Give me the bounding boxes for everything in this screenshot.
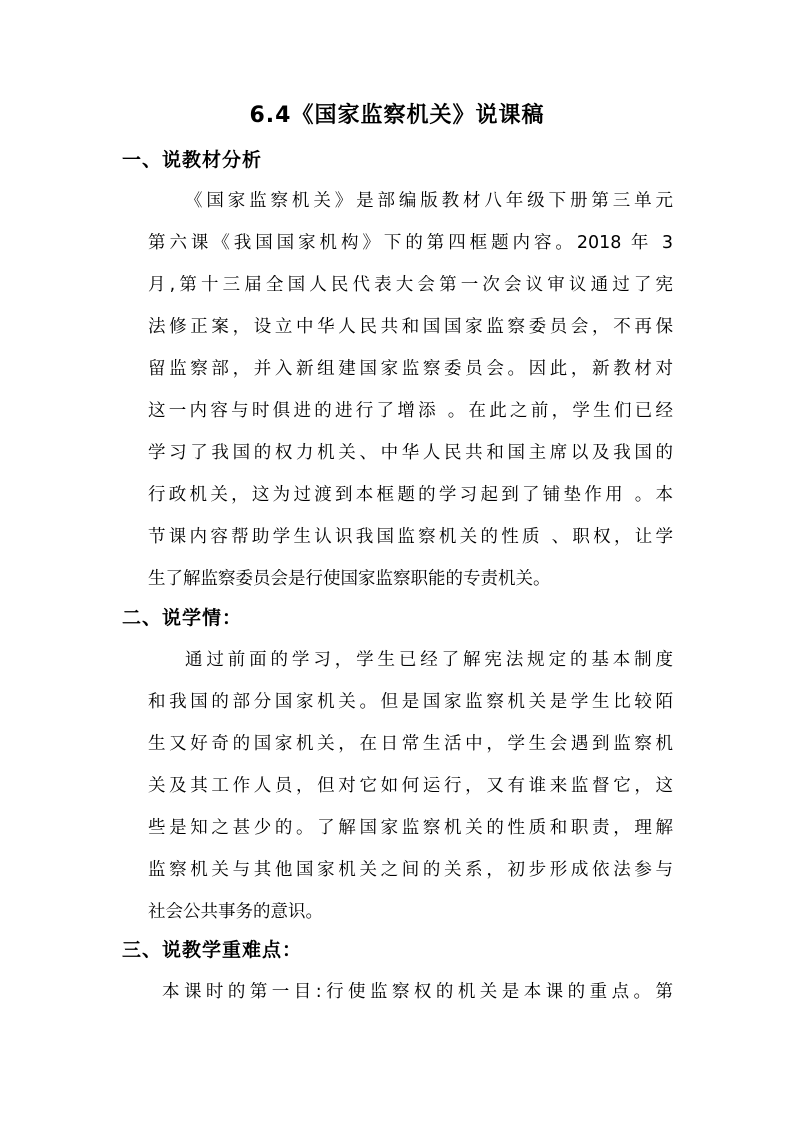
paragraph-line: 月,第十三届全国人民代表大会第一次会议审议通过了宪	[148, 275, 673, 295]
paragraph-line: 监察机关与其他国家机关之间的关系，初步形成依法参与	[148, 860, 673, 880]
paragraph-line: 些是知之甚少的。了解国家监察机关的性质和职责，理解	[148, 818, 673, 838]
paragraph-line: 行政机关，这为过渡到本框题的学习起到了铺垫作用 。本	[148, 485, 673, 505]
section-heading-3: 三、说教学重难点：	[122, 939, 303, 961]
paragraph-line: 关及其工作人员，但对它如何运行，又有谁来监督它，这	[148, 776, 673, 796]
paragraph-line: 第六课《我国国家机构》下的第四框题内容。2018 年 3	[148, 233, 673, 253]
paragraph-line: 留监察部，并入新组建国家监察委员会。因此，新教材对	[148, 359, 673, 379]
paragraph-line: 节课内容帮助学生认识我国监察机关的性质 、职权，让学	[148, 527, 673, 547]
section-heading-2: 二、说学情：	[122, 607, 243, 629]
document-title: 6.4《国家监察机关》说课稿	[249, 103, 545, 128]
paragraph-line: 本课时的第一目:行使监察权的机关是本课的重点。第	[162, 982, 673, 1002]
paragraph-line: 《国家监察机关》是部编版教材八年级下册第三单元	[185, 191, 673, 211]
paragraph-line: 生又好奇的国家机关，在日常生活中，学生会遇到监察机	[148, 734, 673, 754]
paragraph-line: 和我国的部分国家机关。但是国家监察机关是学生比较陌	[148, 692, 673, 712]
paragraph-line: 学习了我国的权力机关、中华人民共和国主席以及我国的	[148, 443, 673, 463]
section-heading-1: 一、说教材分析	[122, 149, 263, 171]
paragraph-line: 法修正案，设立中华人民共和国国家监察委员会，不再保	[148, 317, 673, 337]
paragraph-line: 这一内容与时俱进的进行了增添 。在此之前，学生们已经	[148, 401, 673, 421]
paragraph-line: 生了解监察委员会是行使国家监察职能的专责机关。	[148, 569, 551, 589]
paragraph-line: 通过前面的学习，学生已经了解宪法规定的基本制度	[185, 650, 673, 670]
paragraph-line: 社会公共事务的意识。	[148, 902, 323, 922]
